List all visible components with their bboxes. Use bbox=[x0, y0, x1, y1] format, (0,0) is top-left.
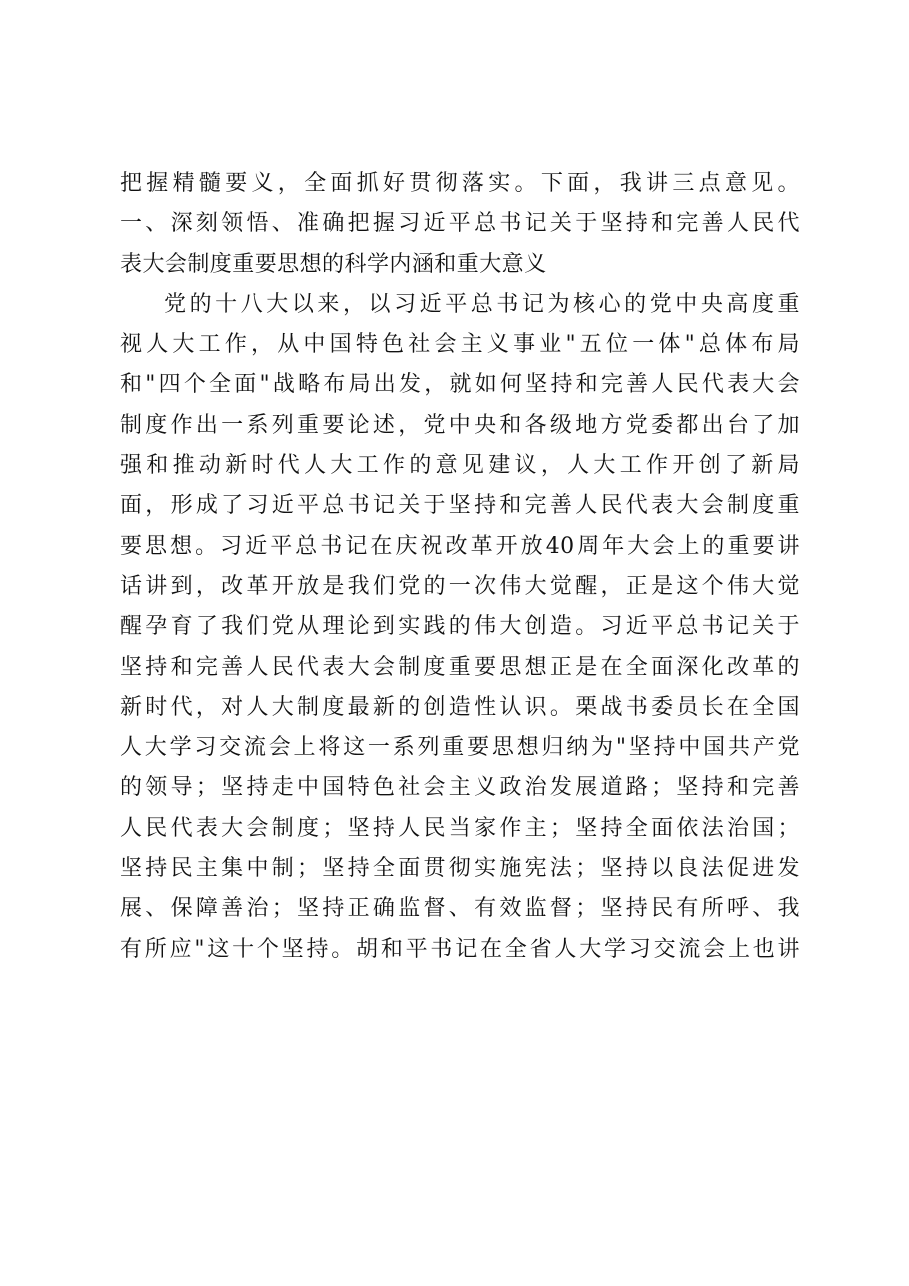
text-line: 人大学习交流会上将这一系列重要思想归纳为"坚持中国共产党 bbox=[120, 735, 800, 761]
text-line: 把握精髓要义，全面抓好贯彻落实。下面，我讲三点意见。 bbox=[120, 171, 800, 196]
text-line: 坚持民主集中制；坚持全面贯彻实施宪法；坚持以良法促进发 bbox=[120, 856, 800, 882]
text-line: 要思想。习近平总书记在庆祝改革开放40周年大会上的重要讲 bbox=[120, 533, 800, 559]
text-line: 和"四个全面"战略布局出发，就如何坚持和完善人民代表大会 bbox=[120, 372, 800, 398]
text-line: 坚持和完善人民代表大会制度重要思想正是在全面深化改革的 bbox=[120, 654, 800, 680]
text-line: 制度作出一系列重要论述，党中央和各级地方党委都出台了加 bbox=[120, 412, 800, 438]
text-line: 强和推动新时代人大工作的意见建议，人大工作开创了新局 bbox=[120, 453, 800, 479]
text-line: 面，形成了习近平总书记关于坚持和完善人民代表大会制度重 bbox=[120, 493, 800, 519]
text-line: 话讲到，改革开放是我们党的一次伟大觉醒，正是这个伟大觉 bbox=[120, 573, 800, 599]
text-line: 醒孕育了我们党从理论到实践的伟大创造。习近平总书记关于 bbox=[120, 614, 800, 640]
section-heading-line: 表大会制度重要思想的科学内涵和重大意义 bbox=[120, 251, 547, 277]
body-text bbox=[120, 164, 800, 970]
text-line: 新时代，对人大制度最新的创造性认识。栗战书委员长在全国 bbox=[120, 694, 800, 720]
text-line: 的领导；坚持走中国特色社会主义政治发展道路；坚持和完善 bbox=[120, 775, 800, 801]
text-line: 展、保障善治；坚持正确监督、有效监督；坚持民有所呼、我 bbox=[120, 896, 800, 922]
paragraph-first-line: 党的十八大以来，以习近平总书记为核心的党中央高度重 bbox=[164, 291, 800, 317]
text-line: 人民代表大会制度；坚持人民当家作主；坚持全面依法治国； bbox=[120, 815, 800, 841]
section-heading-line: 一、深刻领悟、准确把握习近平总书记关于坚持和完善人民代 bbox=[120, 211, 800, 237]
text-line: 有所应"这十个坚持。胡和平书记在全省人大学习交流会上也讲 bbox=[120, 936, 800, 962]
text-line: 视人大工作，从中国特色社会主义事业"五位一体"总体布局 bbox=[120, 332, 800, 358]
